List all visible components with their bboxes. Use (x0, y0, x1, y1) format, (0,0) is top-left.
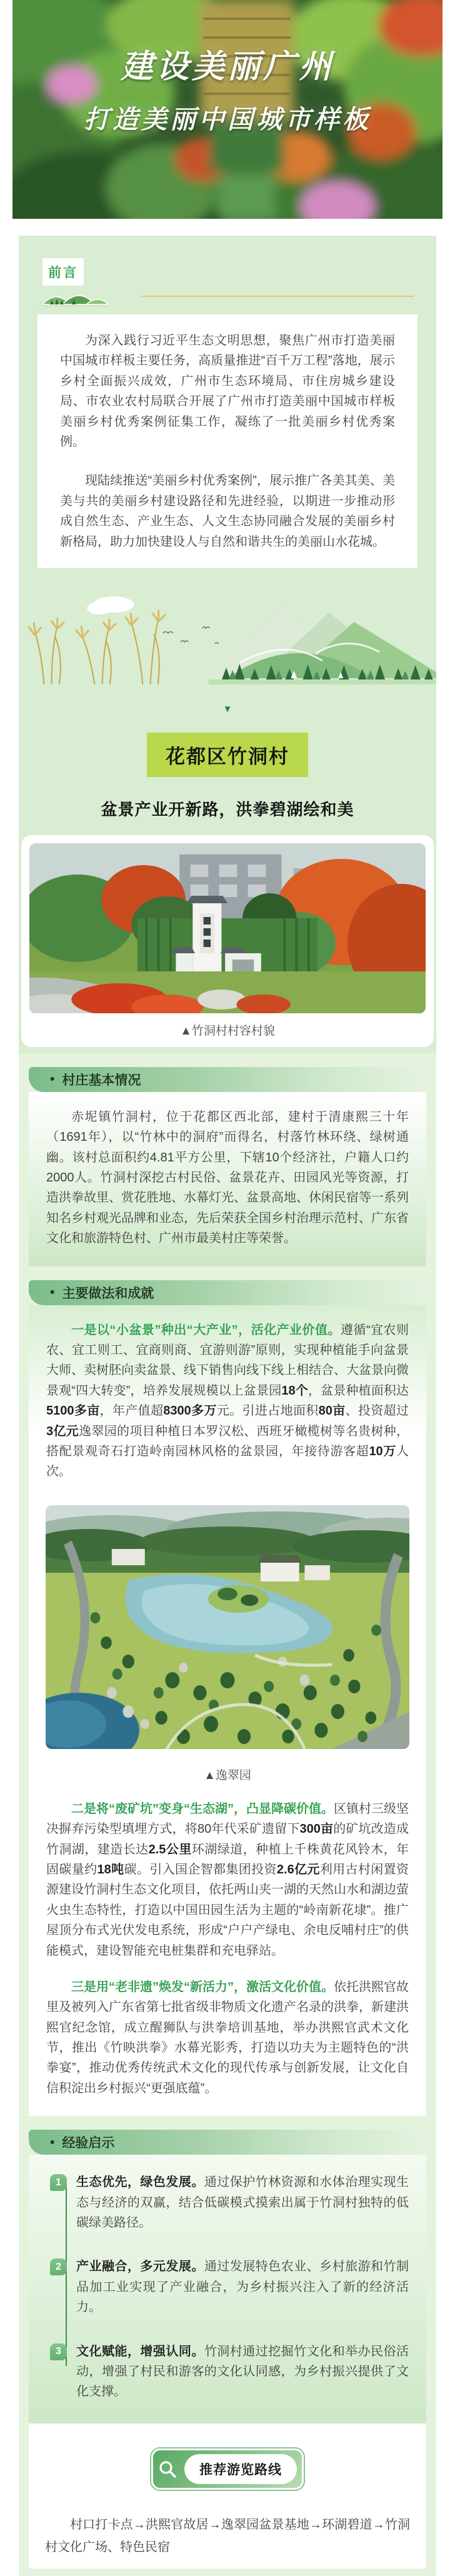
mini-mountains-icon (38, 286, 112, 307)
header-banner (12, 0, 442, 219)
list-bullet-icon: • (50, 1072, 55, 1087)
section-header-lessons (29, 2130, 426, 2155)
garden-photo-card (38, 1497, 418, 1757)
section-title: 经验启示 (62, 2136, 115, 2151)
footer-area (29, 2423, 426, 2568)
lessons-connector-line (66, 2183, 67, 2366)
item-number-badge: 1 (50, 2174, 67, 2191)
section-body-lessons (29, 2155, 426, 2423)
foreword-card (38, 314, 418, 568)
foreword-paragraph: 现陆续推送“美丽乡村优秀案例”，展示推广各美其美、美美与共的美丽乡村建设路径和先进经验，以期进一步推动形成自然生态、产业生态、人文生态协同融合发展的美丽乡村新格局，助力加快建设人与自然和谐共生的美丽山水花城。 (60, 474, 395, 549)
lessons-list (46, 2172, 409, 2402)
village-photo-card (21, 835, 434, 1047)
search-icon (158, 2460, 177, 2478)
methods-paragraph-1: 一是以“小盆景”种出“大产业”，活化产业价值。遵循“宜农则农、宜工则工、宜商则商、宜游则游”原则，实现种植能手向盆景大师、卖树胚向卖盆景、线下销售向线下线上相结合、大盆景向微景观“四大转变”，培养发展规模以上盆景园18个，盆景种植面积达5100多亩，年产值超8300多万元。引进占地面积80亩、投资超过3亿元逸翠园的项目种植日本罗汉松、西班牙橄榄树等名贵树种，搭配景观奇石打造岭南园林风格的盆景园，年接待游客超10万人次。 (46, 1323, 409, 1479)
section-body-basic (29, 1092, 426, 1266)
route-description: 村口打卡点→洪熙官故居→逸翠园盆景基地→环湖碧道→竹洞村文化广场、特色民宿 (45, 2517, 410, 2554)
section-body-methods (29, 1305, 426, 2117)
article-panel (19, 236, 436, 2576)
foreword-section (19, 236, 436, 1053)
list-item (46, 2257, 409, 2317)
lesson-text: 文化赋能，增强认同。竹洞村通过挖掘竹文化和举办民俗活动，增强了村民和游客的文化认同感，为乡村振兴提供了文化支撑。 (76, 2344, 409, 2399)
foreword-divider-line (141, 296, 414, 297)
triangle-down-icon: ▼ (222, 703, 232, 714)
village-subtitle: 盆景产业开新路，洪拳碧湖绘和美 (101, 799, 354, 819)
route-button-label: 推荐游览路线 (184, 2454, 297, 2484)
methods-paragraph-2: 二是将“废矿坑”变身“生态湖”，凸显降碳价值。区镇村三级坚决摒弃污染型填埋方式，将80年代采矿遗留下300亩的矿坑改造成竹洞湖，建造长达2.5公里环湖绿道，种植上千株黄花风铃木，年固碳量约18吨碳。引入国企智都集团投资2.6亿元利用古村闲置资源建设竹洞村生态文化项目，依托两山夹一湖的天然山水和湖边萤火虫生态特性，打造以中国田园生活为主题的“岭南新花埭”。推广屋顶分布式光伏发电系统，形成“户户产绿电、余电反哺村庄”的供能模式，建设智能充电桩集群和充电驿站。 (46, 1802, 409, 1958)
recommended-route-button[interactable] (151, 2448, 304, 2490)
lesson-text: 生态优先，绿色发展。通过保护竹林资源和水体治理实现生态与经济的双赢，结合低碳模式摸索出属于竹洞村独特的低碳绿美路径。 (76, 2175, 409, 2230)
item-number-badge: 3 (50, 2343, 67, 2360)
photo1-caption: ▲竹洞村村容村貌 (180, 1024, 275, 1038)
list-item (46, 2172, 409, 2233)
foreword-badge-wrap (42, 258, 112, 307)
banner-title-line1: 建设美丽广州 (120, 49, 334, 85)
photo2-caption: ▲逸翠园 (204, 1768, 251, 1782)
lesson-text: 产业融合，多元发展。通过发展特色农业、乡村旅游和竹制品加工业实现了产业融合，为乡村振兴注入了新的经济活力。 (76, 2260, 409, 2315)
garden-photo[interactable] (46, 1505, 409, 1749)
list-item (46, 2342, 409, 2402)
foreword-header (19, 246, 436, 307)
basic-info-paragraph: 赤坭镇竹洞村，位于花都区西北部，建村于清康熙三十年（1691年），以“竹林中的洞府”而得名，村落竹林环绕、绿树通幽。该村总面积约4.81平方公里，下辖10个经济社，户籍人口约2000人。竹洞村深挖古村民俗、盆景花卉、田园风光等资源，打造洪拳故里、赏花胜地、水幕灯光、盆景高地、休闲民宿等一系列知名乡村观光品牌和业态，先后荣获全国乡村治理示范村、广东省文化和旅游特色村、广州市最美村庄等荣誉。 (46, 1110, 409, 1246)
village-name-badge: 花都区竹洞村 (147, 733, 308, 777)
list-bullet-icon: • (50, 2135, 55, 2150)
banner-title-line2: 打造美丽中国城市样板 (84, 105, 371, 134)
section-title: 主要做法和成就 (62, 1286, 154, 1301)
methods-paragraph-3: 三是用“老非遗”焕发“新活力”，激活文化价值。依托洪熙官故里及被列入广东省第七批省级非物质文化遗产名录的洪拳，新建洪熙官纪念馆，成立醒狮队与洪拳培训基地，举办洪熙官武术文化节，推出《竹映洪拳》水幕光影秀，打造以功夫为主题特色的“洪拳宴”，推动优秀传统武术文化的现代传承与创新发展，让文化自信积淀出乡村振兴“更强底蕴”。 (46, 1980, 409, 2095)
section-title: 村庄基本情况 (62, 1073, 141, 1088)
list-bullet-icon: • (50, 1285, 55, 1300)
foreword-paragraph: 为深入践行习近平生态文明思想，聚焦广州市打造美丽中国城市样板主要任务，高质量推进“百千万工程”落地，展示乡村全面振兴成效，广州市生态环境局、市住房城乡建设局、市农业农村局联合开展了广州市打造美丽中国城市样板美丽乡村优秀案例征集工作，凝练了一批美丽乡村优秀案例。 (60, 334, 395, 449)
item-number-badge: 2 (50, 2258, 67, 2275)
section-header-basic (29, 1067, 426, 1092)
foreword-badge: 前言 (42, 258, 84, 286)
village-photo[interactable] (29, 843, 426, 1013)
section-header-methods (29, 1280, 426, 1305)
mountain-illustration (19, 584, 436, 703)
